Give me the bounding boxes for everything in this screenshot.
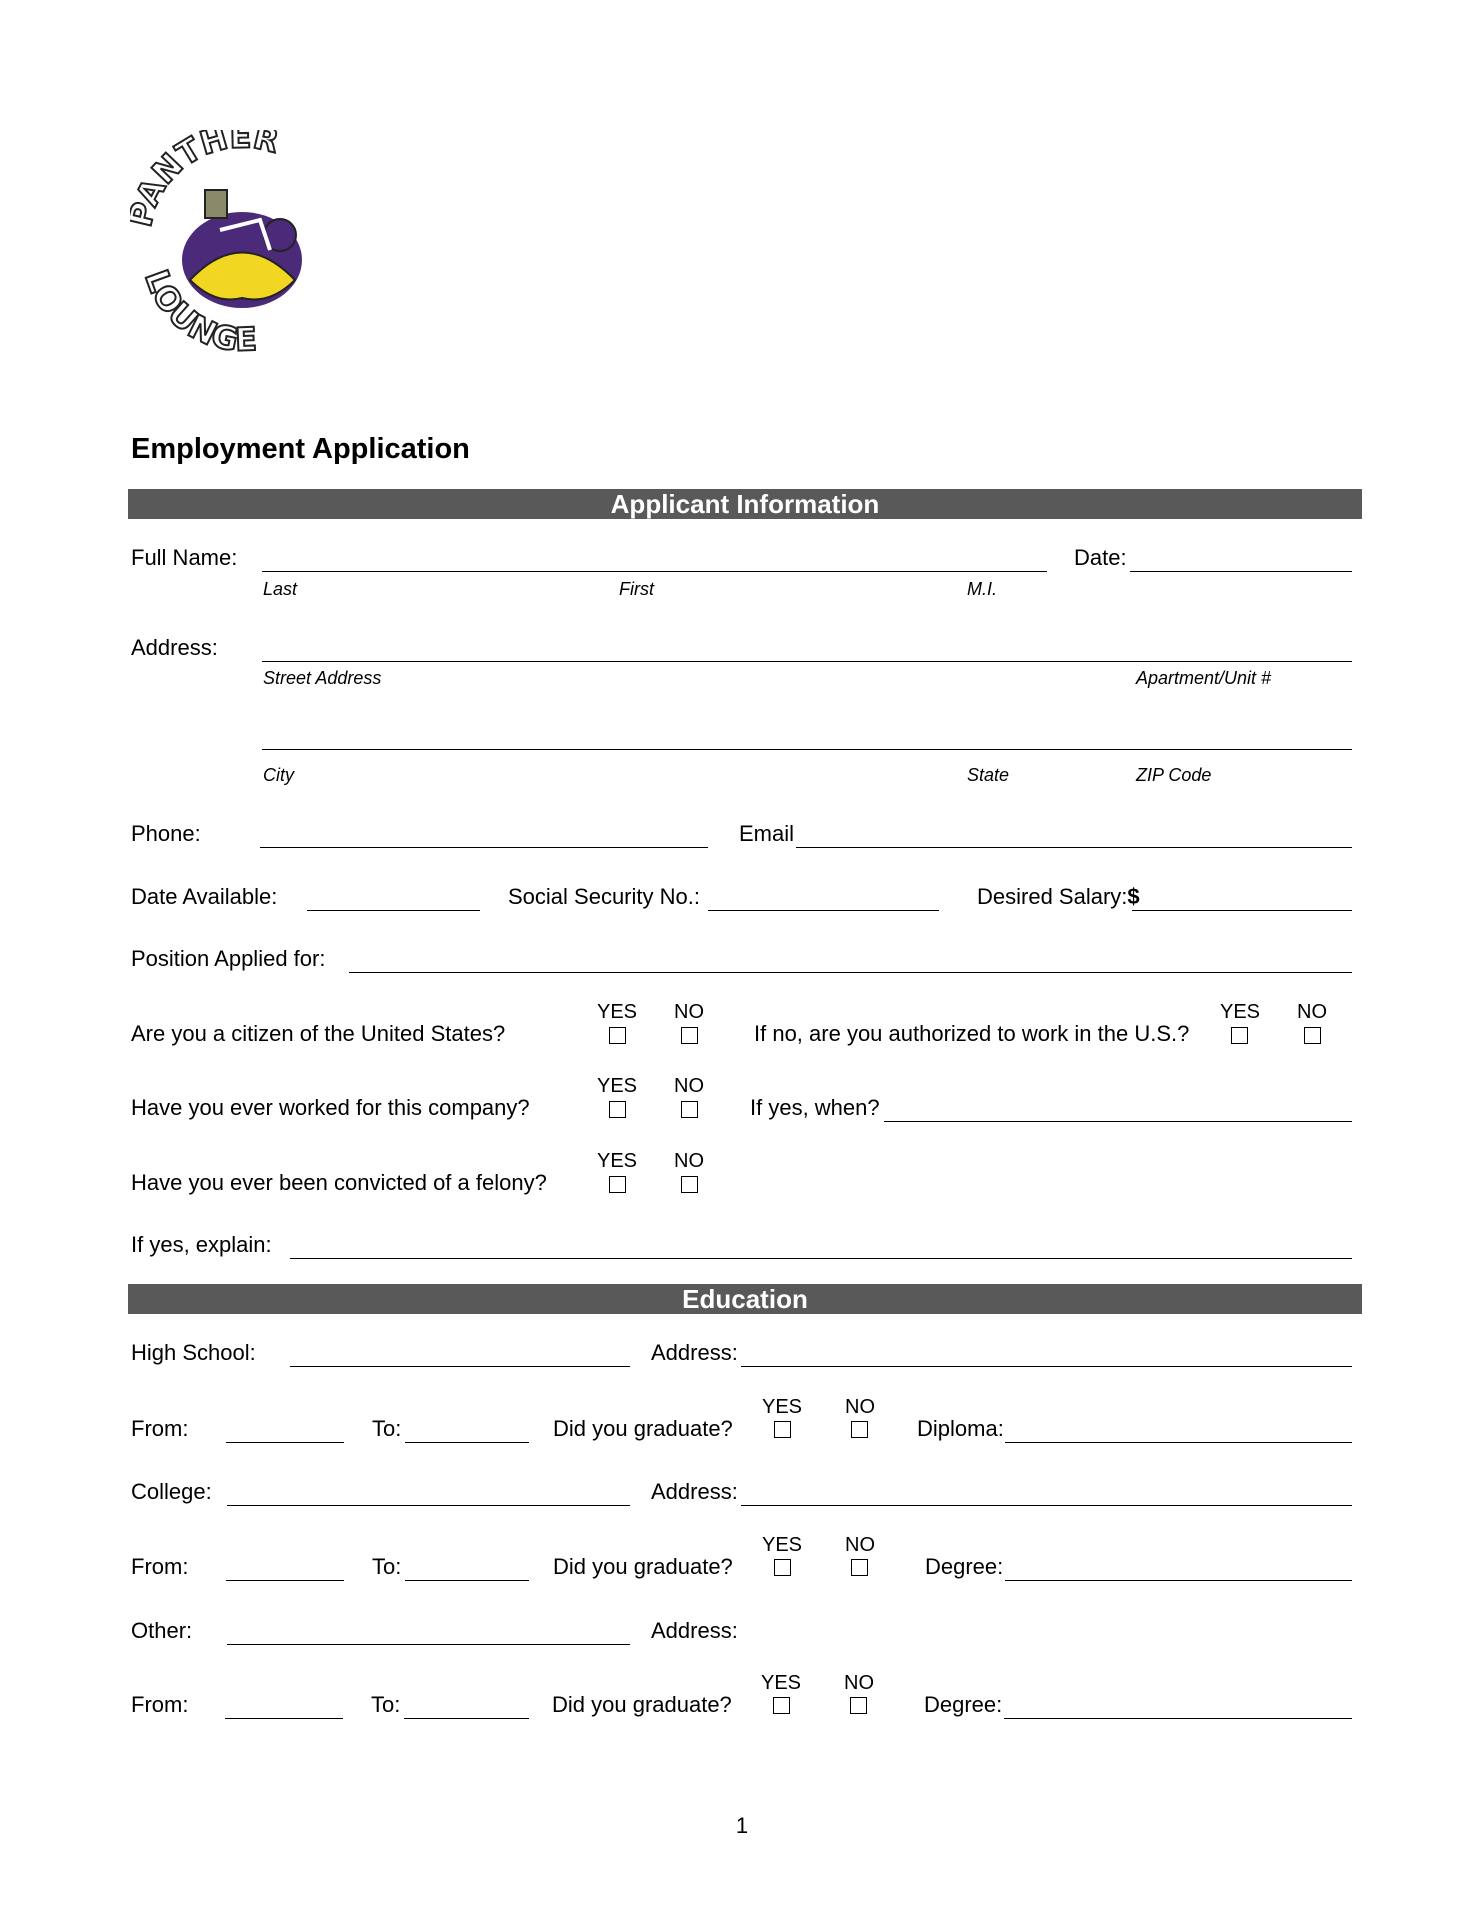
date-field[interactable] [1130, 571, 1352, 572]
email-field[interactable] [796, 847, 1352, 848]
when-label: If yes, when? [750, 1095, 880, 1120]
college-address-label: Address: [651, 1479, 738, 1504]
college-from-label: From: [131, 1554, 189, 1579]
felony-no-checkbox[interactable] [681, 1176, 698, 1193]
authorized-no-label: NO [1297, 1001, 1327, 1023]
middle-initial-caption: M.I. [967, 579, 997, 599]
hs-to-field[interactable] [405, 1442, 529, 1443]
high-school-label: High School: [131, 1340, 256, 1365]
college-label: College: [131, 1479, 212, 1504]
email-label: Email [739, 821, 795, 846]
college-graduate-no-checkbox[interactable] [851, 1559, 868, 1576]
high-school-field[interactable] [290, 1366, 630, 1367]
citizen-yes-checkbox[interactable] [609, 1027, 626, 1044]
other-label: Other: [131, 1618, 193, 1643]
hs-from-field[interactable] [226, 1442, 344, 1443]
worked-yes-checkbox[interactable] [609, 1101, 626, 1118]
hs-from-label: From: [131, 1416, 189, 1441]
citizen-no-label: NO [674, 1001, 704, 1023]
authorized-yes-label: YES [1220, 1001, 1261, 1023]
college-degree-field[interactable] [1005, 1580, 1352, 1581]
diploma-label: Diploma: [917, 1416, 1004, 1441]
other-no-label: NO [844, 1672, 874, 1694]
desired-salary-field[interactable] [1132, 910, 1352, 911]
state-caption: State [967, 765, 1010, 785]
hs-graduate-no-checkbox[interactable] [851, 1421, 868, 1438]
apartment-caption: Apartment/Unit # [1136, 668, 1272, 688]
diploma-field[interactable] [1005, 1442, 1352, 1443]
phone-label: Phone: [131, 821, 201, 846]
date-available-label: Date Available: [131, 884, 278, 909]
date-available-field[interactable] [307, 910, 480, 911]
phone-field[interactable] [260, 847, 708, 848]
worked-no-label: NO [674, 1075, 704, 1097]
hs-no-label: NO [845, 1396, 875, 1418]
other-from-label: From: [131, 1692, 189, 1717]
felony-no-label: NO [674, 1150, 704, 1172]
when-field[interactable] [884, 1121, 1352, 1122]
other-yes-label: YES [761, 1672, 802, 1694]
authorized-yes-checkbox[interactable] [1231, 1027, 1248, 1044]
other-graduate-question: Did you graduate? [552, 1692, 732, 1717]
ssn-field[interactable] [708, 910, 939, 911]
college-to-field[interactable] [405, 1580, 529, 1581]
section-header-education: Education [128, 1284, 1362, 1314]
high-school-address-field[interactable] [741, 1366, 1352, 1367]
street-address-field[interactable] [262, 661, 1352, 662]
city-state-zip-field[interactable] [262, 749, 1352, 750]
position-field[interactable] [349, 972, 1352, 973]
street-address-caption: Street Address [263, 668, 382, 688]
last-name-caption: Last [263, 579, 298, 599]
college-yes-label: YES [762, 1534, 803, 1556]
other-graduate-no-checkbox[interactable] [850, 1697, 867, 1714]
felony-yes-label: YES [597, 1150, 638, 1172]
college-no-label: NO [845, 1534, 875, 1556]
college-from-field[interactable] [226, 1580, 344, 1581]
hs-yes-label: YES [762, 1396, 803, 1418]
section-header-applicant: Applicant Information [128, 489, 1362, 519]
date-label: Date: [1074, 545, 1127, 570]
other-graduate-yes-checkbox[interactable] [773, 1697, 790, 1714]
citizen-question: Are you a citizen of the United States? [131, 1021, 506, 1046]
citizen-yes-label: YES [597, 1001, 638, 1023]
worked-no-checkbox[interactable] [681, 1101, 698, 1118]
city-caption: City [263, 765, 294, 785]
other-to-field[interactable] [404, 1718, 529, 1719]
hs-graduate-question: Did you graduate? [553, 1416, 733, 1441]
other-from-field[interactable] [225, 1718, 343, 1719]
hs-to-label: To: [372, 1416, 402, 1441]
logo-text-top: ANTHER [130, 130, 283, 212]
full-name-label: Full Name: [131, 545, 238, 570]
zip-caption: ZIP Code [1136, 765, 1212, 785]
explain-field[interactable] [290, 1258, 1352, 1259]
address-label: Address: [131, 635, 218, 660]
college-to-label: To: [372, 1554, 402, 1579]
other-field[interactable] [227, 1644, 630, 1645]
authorized-no-checkbox[interactable] [1304, 1027, 1321, 1044]
college-graduate-yes-checkbox[interactable] [774, 1559, 791, 1576]
worked-yes-label: YES [597, 1075, 638, 1097]
other-address-label: Address: [651, 1618, 738, 1643]
hs-graduate-yes-checkbox[interactable] [774, 1421, 791, 1438]
first-name-caption: First [619, 579, 654, 599]
college-graduate-question: Did you graduate? [553, 1554, 733, 1579]
worked-before-question: Have you ever worked for this company? [131, 1095, 530, 1120]
desired-salary-label: Desired Salary:$ [977, 884, 1140, 909]
citizen-no-checkbox[interactable] [681, 1027, 698, 1044]
page-number: 1 [735, 1813, 749, 1838]
dollar-sign: $ [1127, 884, 1140, 909]
other-degree-field[interactable] [1004, 1718, 1352, 1719]
panther-lounge-logo-icon [130, 130, 355, 365]
college-degree-label: Degree: [925, 1554, 1004, 1579]
college-field[interactable] [227, 1505, 630, 1506]
other-to-label: To: [371, 1692, 401, 1717]
explain-label: If yes, explain: [131, 1232, 272, 1257]
high-school-address-label: Address: [651, 1340, 738, 1365]
position-label: Position Applied for: [131, 946, 326, 971]
full-name-field[interactable] [262, 571, 1047, 572]
page-title: Employment Application [131, 433, 470, 465]
college-address-field[interactable] [741, 1505, 1352, 1506]
felony-question: Have you ever been convicted of a felony? [131, 1170, 547, 1195]
logo [130, 130, 355, 365]
authorized-question: If no, are you authorized to work in the U.S.? [754, 1021, 1190, 1046]
ssn-label: Social Security No.: [508, 884, 700, 909]
other-degree-label: Degree: [924, 1692, 1003, 1717]
felony-yes-checkbox[interactable] [609, 1176, 626, 1193]
logo-text-bottom: LOUNGE [137, 264, 258, 359]
